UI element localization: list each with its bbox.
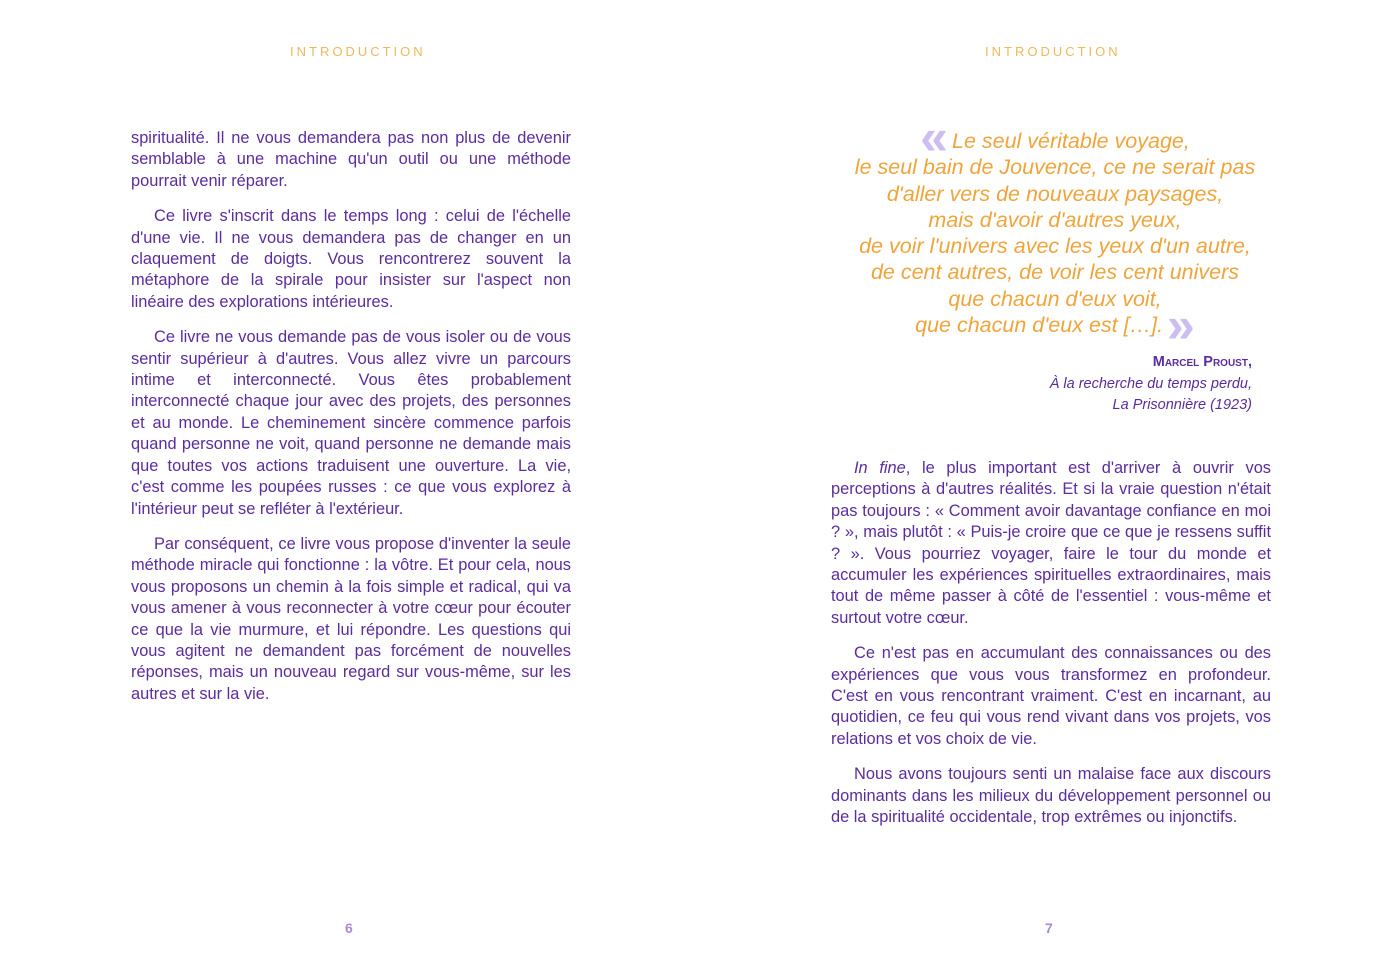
running-head: INTRODUCTION xyxy=(290,44,426,59)
quote-line: de voir l'univers avec les yeux d'un autre, xyxy=(859,234,1251,259)
quote-line: le seul bain de Jouvence, ce ne serait pas xyxy=(854,155,1256,180)
right-page xyxy=(700,0,1400,980)
open-quote-icon: « xyxy=(920,109,948,165)
paragraph: Nous avons toujours senti un malaise face aux discours dominants dans les milieux du développement personnel ou de la spiritualité occidentale, trop extrêmes ou injonctifs. xyxy=(831,765,1271,827)
paragraph: Ce n'est pas en accumulant des connaissances ou des expériences que vous vous transformez en profondeur. C'est en vous rencontrant vraiment. C'est en incarnant, au quotidien, ce feu qui vous rend vivant dans vos projets, vos relations et vos choix de vie. xyxy=(831,644,1271,748)
quote-author: Marcel Proust, xyxy=(1152,354,1252,371)
quote-line: d'aller vers de nouveaux paysages, xyxy=(886,181,1224,206)
paragraph xyxy=(831,458,1271,629)
italic-lead: In fine xyxy=(854,459,906,477)
close-quote-icon: » xyxy=(1167,297,1195,354)
quote-line xyxy=(830,109,1280,165)
paragraph: spiritualité. Il ne vous demandera pas non plus de devenir semblable à une machine qu'un outil ou une méthode pourrait venir réparer. xyxy=(131,129,571,190)
quote-text xyxy=(830,109,1280,354)
paragraph: Ce livre s'inscrit dans le temps long : celui de l'échelle d'une vie. Il ne vous demandera pas de changer en un claquement de doigts. Vous rencontrerez souvent la métaphore de la spirale pour insister sur l'aspect non linéaire des explorations intérieures. xyxy=(131,207,571,311)
quote-line: mais d'avoir d'autres yeux, xyxy=(928,207,1182,232)
epigraph-quote xyxy=(830,109,1280,417)
running-head: INTRODUCTION xyxy=(985,44,1121,59)
quote-attribution xyxy=(830,352,1252,417)
quote-line: que chacun d'eux voit, xyxy=(948,286,1162,311)
quote-work-title: À la recherche du temps perdu, xyxy=(1049,375,1252,392)
page-number: 7 xyxy=(1045,920,1053,936)
quote-line: de cent autres, de voir les cent univers xyxy=(870,260,1240,285)
paragraph: Par conséquent, ce livre vous propose d'inventer la seule méthode miracle qui fonctionne : la vôtre. Et pour cela, nous vous proposons un chemin à la fois simple et radical, qui va vous amener à vous reconnecter à votre cœur pour écouter ce que la vie murmure, et lui répondre. Les questions qui vous agitent ne demandent pas forcément de nouvelles réponses, mais un nouveau regard sur vous-même, sur les autres et sur la vie. xyxy=(131,534,571,703)
page-number: 6 xyxy=(345,920,353,936)
body-text xyxy=(831,458,1271,843)
quote-work-subtitle: La Prisonnière (1923) xyxy=(1112,397,1252,414)
paragraph: Ce livre ne vous demande pas de vous isoler ou de vous sentir supérieur à d'autres. Vous allez vivre un parcours intime et interconnecté. Vous êtes probablement interconnecté chaque jour avec des projets, des personnes et au monde. Le cheminement sincère commence parfois quand personne ne voit, quand personne ne demande mais que toutes vos actions traduisent une ouverture. La vie, c'est comme les poupées russes : ce que vous explorez à l'intérieur peut se refléter à l'extérieur. xyxy=(131,328,571,518)
paragraph-text: , le plus important est d'arriver à ouvrir vos perceptions à d'autres réalités. Et si la vraie question n'était pas toujours : « Comment avoir davantage confiance en moi ? », mais plutôt : « Puis-je croire que ce que je ressens suffit ? ». Vous pourriez voyager, faire le tour du monde et accumuler les expériences spirituelles extraordinaires, mais tout de même passer à côté de l'essentiel : vous-même et surtout votre cœur. xyxy=(831,459,1272,627)
body-text xyxy=(131,128,571,719)
quote-line-text: Le seul véritable voyage, xyxy=(951,129,1190,153)
quote-line-text: que chacun d'eux est […]. xyxy=(915,313,1164,338)
